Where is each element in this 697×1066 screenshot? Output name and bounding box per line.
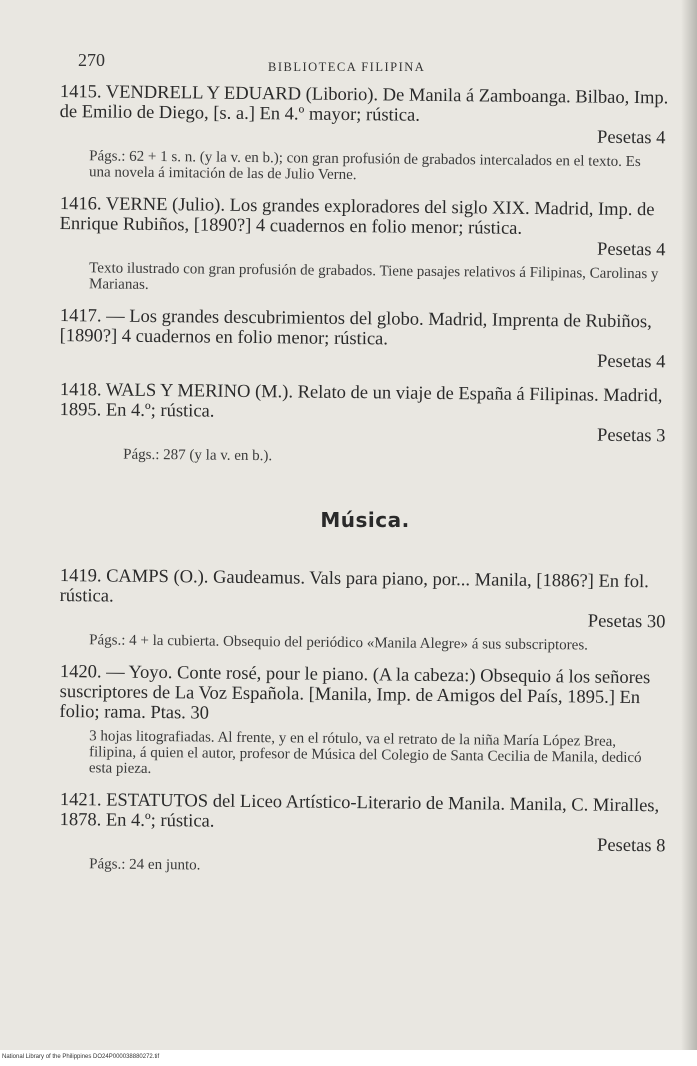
entry-text: 1418. WALS Y MERINO (M.). Relato de un viaje de España á Filipinas. Madrid, 1895. En 4.º; rústica. Pesetas 3: [59, 380, 670, 446]
section-title: Música.: [320, 508, 410, 532]
entry-price: Pesetas 4: [596, 127, 666, 149]
entry-note: 3 hojas litografiadas. Al frente, y en el rótulo, va el retrato de la niña María López Brea, filipina, á quien el autor, profesor de Música del Colegio de Santa Cecilia de Manila, dedicó esta pieza.: [88, 728, 642, 777]
entry-text: 1419. CAMPS (O.). Gaudeamus. Vals para piano, por... Manila, [1886?] En fol. rústica. Pesetas 30: [59, 566, 670, 632]
entry-1417: [59, 306, 670, 372]
entry-price: Pesetas 4: [596, 239, 666, 261]
entry-price: Pesetas 4: [596, 351, 666, 373]
entry-1416: [59, 194, 670, 298]
entry-note: Págs.: 62 + 1 s. n. (y la v. en b.); con gran profusión de grabados intercalados en el texto. Es una novela á imitación de las de Julio Verne.: [88, 148, 641, 184]
entry-note: Págs.: 4 + la cubierta. Obsequio del periódico «Manila Alegre» á sus subscriptores.: [89, 632, 589, 654]
entry-note: Texto ilustrado con gran profusión de grabados. Tiene pasajes relativos á Filipinas, Carolinas y Marianas.: [88, 260, 659, 293]
entry-price: Pesetas 30: [587, 611, 666, 633]
entry-note: Págs.: 24 en junto.: [89, 856, 201, 874]
running-title: BIBLIOTECA FILIPINA: [268, 60, 426, 74]
entry-text: 1415. VENDRELL Y EDUARD (Liborio). De Manila á Zamboanga. Bilbao, Imp. de Emilio de Diego, [s. a.] En 4.º mayor; rústica. Pesetas 4: [59, 82, 669, 149]
page-number: 270: [78, 50, 105, 70]
entry-1421: [59, 790, 670, 878]
entry-text: 1416. VERNE (Julio). Los grandes exploradores del siglo XIX. Madrid, Imp. de Enrique Rubiños, [1890?] 4 cuadernos en folio menor; rústica. Pesetas 4: [59, 194, 670, 260]
page-edge-shadow: [681, 0, 697, 1050]
entry-1418: [59, 380, 670, 468]
page-header: [78, 50, 657, 80]
entry-note: Págs.: 287 (y la v. en b.).: [123, 446, 273, 465]
entry-text: 1417. — Los grandes descubrimientos del globo. Madrid, Imprenta de Rubiños, [1890?] 4 cuadernos en folio menor; rústica. Pesetas 4: [59, 306, 670, 372]
entry-price: Pesetas 3: [596, 425, 666, 447]
entry-1419: [59, 566, 670, 654]
page-content: [60, 82, 670, 886]
entry-1420: [59, 662, 670, 782]
entry-text: 1420. — Yoyo. Conte rosé, pour le piano. (A la cabeza:) Obsequio á los señores suscriptores de La Voz Española. [Manila, Imp. de Amigos del País, 1895.] En folio; rama. Ptas. 30: [59, 662, 651, 724]
entry-text: 1421. ESTATUTOS del Liceo Artístico-Literario de Manila. Manila, C. Miralles, 1878. En 4.º; rústica. Pesetas 8: [59, 790, 670, 856]
scan-footer: National Library of the Philippines DO24P000038880272.tif: [2, 1054, 160, 1060]
entry-price: Pesetas 8: [596, 835, 666, 857]
entry-1415: [59, 82, 670, 186]
